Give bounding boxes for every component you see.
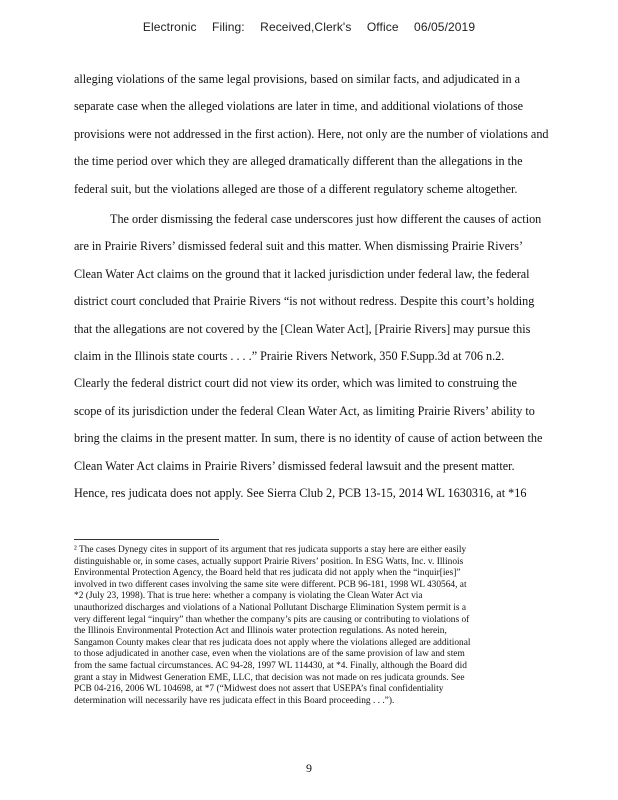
text-line: are in Prairie Rivers’ dismissed federal suit and this matter. When dismissing Prairie Rivers’ — [74, 239, 524, 254]
text-line: scope of its jurisdiction under the federal Clean Water Act, as limiting Prairie Rivers’ ability to — [74, 403, 535, 418]
footnote-line: distinguishable or, in some cases, actually support Prairie Rivers’ position. In ESG Watts, Inc. v. Illinois — [74, 556, 464, 567]
header-filing: Filing: — [212, 20, 245, 34]
text-line: that the allegations are not covered by the [Clean Water Act], [Prairie Rivers] may pursue this — [74, 321, 531, 336]
header-electronic: Electronic — [142, 20, 197, 34]
footnote-line: Sangamon County makes clear that res judicata does not apply where the violations alleged are additional — [74, 637, 471, 648]
text-line: the time period over which they are alleged dramatically different than the allegations in the — [74, 154, 523, 169]
text-line: Clearly the federal district court did not view its order, which was limited to construing the — [74, 376, 517, 391]
footnote-line: grant a stay in Midwest Generation EME, LLC, that decision was not made on res judicata grounds. See — [74, 672, 465, 683]
footnote-2 — [74, 545, 544, 707]
footnote-line: unauthorized discharges and violations of a National Pollutant Discharge Elimination System permit is a — [74, 602, 467, 613]
text-line: bring the claims in the present matter. In sum, there is no identity of cause of action between the — [74, 431, 543, 446]
header-office: Office — [366, 20, 399, 34]
footnote-line: determination will necessarily have res judicata effect in this Board proceeding . . .”). — [74, 695, 395, 706]
footnote-line: *2 (July 23, 1998). That is true here: whether a company is violating the Clean Water Act via — [74, 591, 423, 602]
footnote-line: ² The cases Dynegy cites in support of its argument that res judicata supports a stay here are either easily — [74, 545, 467, 555]
text-line: The order dismissing the federal case underscores just how different the causes of action — [110, 212, 542, 226]
text-line: Hence, res judicata does not apply. See Sierra Club 2, PCB 13-15, 2014 WL 1630316, at *16 — [74, 486, 527, 501]
page-number: 9 — [306, 761, 312, 775]
footnote-line: Environmental Protection Agency, the Board held that res judicata did not apply when the “inquir[ies]” — [74, 568, 461, 579]
text-line: district court concluded that Prairie Rivers “is not without redress. Despite this court’s holding — [74, 294, 535, 309]
footnote-line: very different legal “inquiry” than whether the company’s pits are causing or contributing to violations of — [74, 614, 470, 625]
filing-stamp-header — [0, 20, 618, 34]
paragraph-2 — [74, 206, 544, 507]
text-line: alleging violations of the same legal provisions, based on similar facts, and adjudicated in a — [74, 72, 521, 86]
footnote-line: involved in two different cases involving the same site were different. PCB 96-181, 1998 WL 430564, at — [74, 579, 467, 590]
text-line: claim in the Illinois state courts . . . .” Prairie Rivers Network, 350 F.Supp.3d at 706 n.2. — [74, 349, 505, 364]
text-line: federal suit, but the violations alleged are those of a different regulatory scheme altogether. — [74, 181, 518, 196]
text-line: Clean Water Act claims on the ground that it lacked jurisdiction under federal law, the federal — [74, 266, 530, 281]
footnote-divider — [74, 539, 219, 540]
text-line: provisions were not addressed in the first action). Here, not only are the number of violations and — [74, 126, 549, 141]
header-date: 06/05/2019 — [414, 20, 476, 34]
paragraph-1 — [74, 66, 549, 203]
footnote-line: the Illinois Environmental Protection Act and Illinois water protection regulations. As noted herein, — [74, 626, 447, 637]
text-line: Clean Water Act claims in Prairie Rivers’ dismissed federal lawsuit and the present matter. — [74, 458, 515, 473]
footnote-line: from the same factual circumstances. AC 94-28, 1997 WL 114430, at *4. Finally, although the Board did — [74, 660, 467, 671]
footnote-line: PCB 04-216, 2006 WL 104698, at *7 (“Midwest does not assert that USEPA’s final confidentiality — [74, 684, 444, 695]
footnote-line: to those adjudicated in another case, even when the violations are of the same provision of law and stem — [74, 649, 465, 660]
header-received: Received,Clerk's — [260, 20, 352, 34]
text-line: separate case when the alleged violations are later in time, and additional violations of those — [74, 99, 524, 114]
